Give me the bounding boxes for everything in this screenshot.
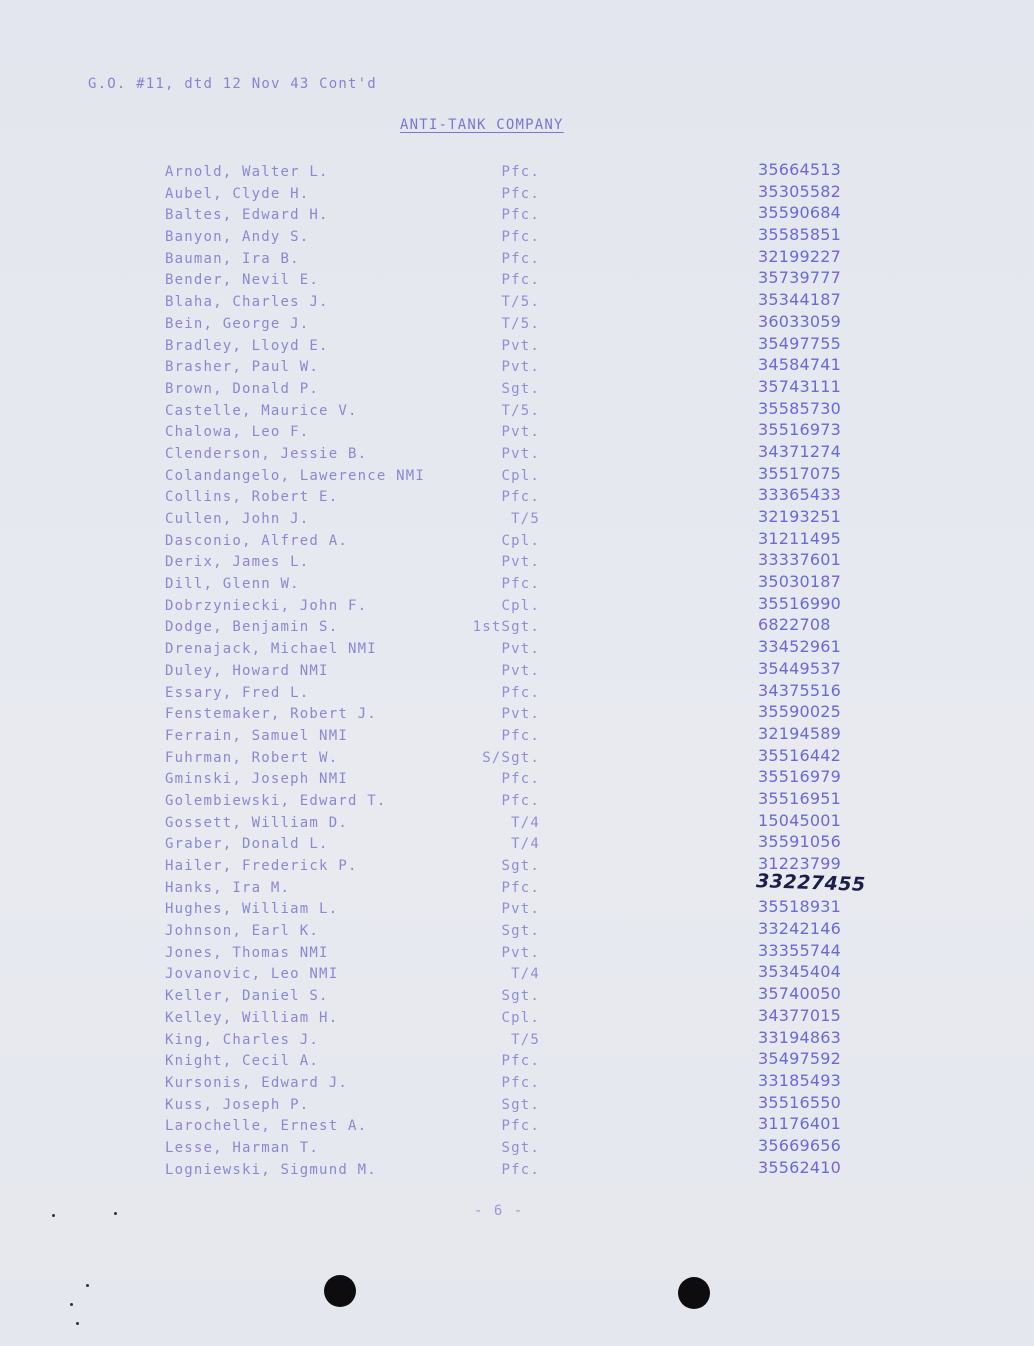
roster-row bbox=[165, 594, 865, 616]
serial-number: 33242146 bbox=[758, 919, 842, 939]
serial-number: 35669656 bbox=[758, 1135, 842, 1155]
soldier-name: Hanks, Ira M. bbox=[165, 879, 291, 896]
roster-list bbox=[165, 160, 865, 1179]
roster-row bbox=[165, 724, 865, 746]
soldier-name: Cullen, John J. bbox=[165, 511, 310, 527]
soldier-rank: Pfc. bbox=[501, 576, 540, 593]
roster-row bbox=[165, 1114, 865, 1136]
soldier-name: Hughes, William L. bbox=[165, 901, 339, 918]
soldier-name: Colandangelo, Lawerence NMI bbox=[165, 467, 425, 484]
serial-number: 35743111 bbox=[758, 376, 842, 396]
soldier-name: Keller, Daniel S. bbox=[165, 988, 329, 1005]
roster-row bbox=[165, 550, 865, 572]
soldier-rank: Pfc. bbox=[501, 489, 540, 506]
serial-number: 34371274 bbox=[758, 441, 842, 461]
soldier-rank: Pvt. bbox=[501, 359, 540, 376]
serial-number: 35517075 bbox=[758, 463, 842, 483]
soldier-name: King, Charles J. bbox=[165, 1031, 320, 1048]
roster-row bbox=[165, 962, 865, 984]
page-number: - 6 - bbox=[474, 1203, 524, 1219]
speck bbox=[86, 1284, 89, 1287]
serial-number: 35740050 bbox=[758, 984, 842, 1004]
roster-row bbox=[165, 1071, 865, 1093]
serial-number: 35516990 bbox=[758, 593, 842, 613]
roster-row bbox=[165, 290, 865, 312]
soldier-rank: Pvt. bbox=[501, 424, 540, 441]
roster-row bbox=[165, 442, 865, 464]
serial-number: 36033059 bbox=[758, 311, 842, 331]
roster-row bbox=[165, 572, 865, 594]
soldier-name: Bein, George J. bbox=[165, 315, 310, 332]
roster-row bbox=[165, 225, 865, 247]
serial-number: 35497755 bbox=[758, 333, 842, 353]
soldier-name: Jones, Thomas NMI bbox=[165, 944, 329, 961]
roster-row bbox=[165, 334, 865, 356]
roster-row bbox=[165, 529, 865, 551]
serial-number: 33365433 bbox=[758, 485, 842, 505]
soldier-name: Bradley, Lloyd E. bbox=[165, 337, 329, 354]
serial-number: 33355744 bbox=[758, 940, 842, 960]
soldier-name: Blaha, Charles J. bbox=[165, 294, 329, 311]
serial-number: 35739777 bbox=[758, 268, 842, 288]
roster-row bbox=[165, 268, 865, 290]
roster-row bbox=[165, 1049, 865, 1071]
soldier-name: Lesse, Harman T. bbox=[165, 1139, 320, 1156]
roster-row bbox=[165, 203, 865, 225]
soldier-name: Banyon, Andy S. bbox=[165, 229, 310, 246]
roster-row bbox=[165, 615, 865, 637]
speck bbox=[52, 1214, 55, 1217]
serial-number: 35518931 bbox=[758, 897, 842, 917]
roster-row bbox=[165, 941, 865, 963]
serial-number: 34584741 bbox=[758, 355, 842, 375]
roster-row bbox=[165, 1158, 865, 1180]
serial-number: 35585730 bbox=[758, 398, 842, 418]
soldier-name: Kelley, William H. bbox=[165, 1009, 339, 1026]
serial-number: 32194589 bbox=[758, 723, 842, 743]
soldier-name: Fenstemaker, Robert J. bbox=[165, 706, 377, 723]
soldier-rank: Sgt. bbox=[501, 1096, 540, 1113]
roster-row bbox=[165, 464, 865, 486]
soldier-rank: Sgt. bbox=[501, 1139, 540, 1156]
soldier-name: Duley, Howard NMI bbox=[165, 662, 329, 679]
soldier-rank: Pfc. bbox=[501, 727, 540, 744]
roster-row bbox=[165, 1006, 865, 1028]
soldier-name: Kuss, Joseph P. bbox=[165, 1096, 310, 1113]
serial-number: 35664513 bbox=[758, 160, 842, 179]
roster-row bbox=[165, 789, 865, 811]
soldier-name: Dill, Glenn W. bbox=[165, 576, 300, 593]
soldier-rank: Pfc. bbox=[501, 771, 540, 788]
serial-number: 31211495 bbox=[758, 528, 842, 548]
soldier-name: Brown, Donald P. bbox=[165, 380, 320, 397]
serial-number: 32193251 bbox=[758, 507, 842, 526]
roster-row bbox=[165, 637, 865, 659]
soldier-rank: Sgt. bbox=[501, 858, 540, 874]
serial-number: 33337601 bbox=[758, 550, 842, 570]
roster-row bbox=[165, 832, 865, 854]
soldier-rank: Pfc. bbox=[501, 1161, 540, 1178]
soldier-name: Knight, Cecil A. bbox=[165, 1053, 320, 1070]
roster-row bbox=[165, 420, 865, 442]
soldier-rank: Sgt. bbox=[501, 380, 540, 397]
soldier-rank: Sgt. bbox=[501, 988, 540, 1005]
soldier-rank: T/5 bbox=[511, 1031, 540, 1048]
roster-row bbox=[165, 1136, 865, 1158]
roster-row bbox=[165, 1093, 865, 1115]
serial-number: 35344187 bbox=[758, 290, 842, 310]
soldier-rank: Pfc. bbox=[501, 1118, 540, 1135]
serial-number: 35590025 bbox=[758, 702, 842, 722]
serial-number: 32199227 bbox=[758, 246, 842, 266]
soldier-name: Logniewski, Sigmund M. bbox=[165, 1161, 377, 1178]
roster-row bbox=[165, 702, 865, 724]
soldier-name: Larochelle, Ernest A. bbox=[165, 1118, 368, 1135]
soldier-rank: Pvt. bbox=[501, 337, 540, 354]
serial-number: 6822708 bbox=[758, 615, 831, 635]
company-title: ANTI-TANK COMPANY bbox=[400, 117, 564, 133]
serial-number: 35585851 bbox=[758, 225, 842, 245]
serial-number: 33185493 bbox=[758, 1070, 842, 1090]
soldier-name: Dasconio, Alfred A. bbox=[165, 532, 348, 549]
roster-row bbox=[165, 247, 865, 269]
soldier-rank: T/5. bbox=[501, 402, 540, 419]
serial-number: 31223799 bbox=[758, 854, 842, 873]
handwritten-serial: 33227455 bbox=[755, 870, 867, 896]
soldier-rank: Pfc. bbox=[501, 684, 540, 701]
serial-number: 35591056 bbox=[758, 832, 842, 852]
serial-number: 35345404 bbox=[758, 962, 842, 982]
soldier-rank: Pfc. bbox=[501, 272, 540, 289]
soldier-name: Essary, Fred L. bbox=[165, 684, 310, 701]
serial-number: 35030187 bbox=[758, 572, 842, 592]
speck bbox=[114, 1212, 117, 1215]
serial-number: 35516979 bbox=[758, 767, 842, 787]
soldier-name: Jovanovic, Leo NMI bbox=[165, 966, 339, 983]
soldier-rank: Pfc. bbox=[501, 1053, 540, 1070]
serial-number: 35516973 bbox=[758, 420, 842, 440]
roster-row bbox=[165, 182, 865, 204]
soldier-name: Kursonis, Edward J. bbox=[165, 1074, 348, 1091]
roster-row bbox=[165, 355, 865, 377]
roster-row bbox=[165, 485, 865, 507]
speck bbox=[70, 1303, 73, 1306]
serial-number: 33452961 bbox=[758, 637, 842, 657]
serial-number: 35305582 bbox=[758, 181, 842, 201]
roster-row bbox=[165, 160, 865, 182]
soldier-rank: T/4 bbox=[511, 966, 540, 983]
soldier-name: Dodge, Benjamin S. bbox=[165, 619, 339, 636]
soldier-name: Chalowa, Leo F. bbox=[165, 424, 310, 441]
soldier-rank: Pvt. bbox=[501, 662, 540, 679]
soldier-rank: Pfc. bbox=[501, 185, 540, 202]
soldier-name: Gminski, Joseph NMI bbox=[165, 771, 348, 788]
soldier-rank: Pfc. bbox=[501, 164, 540, 180]
roster-row bbox=[165, 984, 865, 1006]
soldier-name: Collins, Robert E. bbox=[165, 489, 339, 506]
roster-row bbox=[165, 507, 865, 529]
soldier-rank: T/4 bbox=[511, 836, 540, 853]
roster-row bbox=[165, 919, 865, 941]
serial-number: 15045001 bbox=[758, 810, 842, 830]
order-reference: G.O. #11, dtd 12 Nov 43 Cont'd bbox=[88, 76, 377, 92]
soldier-rank: Sgt. bbox=[501, 923, 540, 940]
soldier-rank: Pfc. bbox=[501, 792, 540, 809]
soldier-name: Johnson, Earl K. bbox=[165, 923, 320, 940]
soldier-name: Arnold, Walter L. bbox=[165, 164, 329, 180]
soldier-rank: S/Sgt. bbox=[482, 749, 540, 766]
roster-row bbox=[165, 377, 865, 399]
soldier-name: Aubel, Clyde H. bbox=[165, 185, 310, 202]
roster-row bbox=[165, 681, 865, 703]
soldier-name: Gossett, William D. bbox=[165, 814, 348, 831]
soldier-rank: Pfc. bbox=[501, 229, 540, 246]
soldier-rank: Pfc. bbox=[501, 879, 540, 896]
serial-number: 31176401 bbox=[758, 1114, 842, 1134]
soldier-rank: Pfc. bbox=[501, 1074, 540, 1091]
soldier-rank: Pvt. bbox=[501, 706, 540, 723]
soldier-rank: 1stSgt. bbox=[472, 619, 540, 636]
soldier-name: Bender, Nevil E. bbox=[165, 272, 320, 289]
soldier-name: Ferrain, Samuel NMI bbox=[165, 727, 348, 744]
soldier-rank: Pvt. bbox=[501, 944, 540, 961]
soldier-name: Bauman, Ira B. bbox=[165, 250, 300, 267]
soldier-rank: Pfc. bbox=[501, 250, 540, 267]
soldier-name: Castelle, Maurice V. bbox=[165, 402, 358, 419]
punch-hole bbox=[324, 1275, 356, 1307]
soldier-rank: T/4 bbox=[511, 814, 540, 831]
soldier-rank: Pvt. bbox=[501, 445, 540, 462]
serial-number: 35516951 bbox=[758, 788, 842, 808]
roster-row bbox=[165, 312, 865, 334]
roster-row bbox=[165, 1028, 865, 1050]
serial-number: 35449537 bbox=[758, 658, 842, 678]
soldier-rank: Pvt. bbox=[501, 641, 540, 658]
roster-row bbox=[165, 399, 865, 421]
roster-row bbox=[165, 746, 865, 768]
serial-number: 35516550 bbox=[758, 1092, 842, 1112]
soldier-rank: Cpl. bbox=[501, 467, 540, 484]
roster-row bbox=[165, 897, 865, 919]
soldier-name: Fuhrman, Robert W. bbox=[165, 749, 339, 766]
punch-hole bbox=[678, 1277, 710, 1309]
serial-number: 35497592 bbox=[758, 1049, 842, 1069]
soldier-name: Drenajack, Michael NMI bbox=[165, 641, 377, 658]
serial-number: 34375516 bbox=[758, 680, 842, 700]
soldier-rank: Cpl. bbox=[501, 532, 540, 549]
serial-number: 35562410 bbox=[758, 1157, 842, 1177]
serial-number: 33194863 bbox=[758, 1027, 842, 1047]
roster-row bbox=[165, 767, 865, 789]
soldier-rank: Cpl. bbox=[501, 597, 540, 614]
roster-row bbox=[165, 659, 865, 681]
soldier-rank: Pvt. bbox=[501, 554, 540, 571]
soldier-rank: Pvt. bbox=[501, 901, 540, 918]
soldier-rank: T/5 bbox=[511, 511, 540, 527]
roster-row bbox=[165, 811, 865, 833]
soldier-name: Baltes, Edward H. bbox=[165, 207, 329, 224]
soldier-rank: Pfc. bbox=[501, 207, 540, 224]
serial-number: 35590684 bbox=[758, 203, 842, 223]
soldier-name: Hailer, Frederick P. bbox=[165, 858, 358, 874]
soldier-rank: T/5. bbox=[501, 294, 540, 311]
serial-number: 35516442 bbox=[758, 745, 842, 765]
soldier-rank: T/5. bbox=[501, 315, 540, 332]
soldier-name: Clenderson, Jessie B. bbox=[165, 445, 368, 462]
soldier-name: Golembiewski, Edward T. bbox=[165, 792, 387, 809]
soldier-name: Derix, James L. bbox=[165, 554, 310, 571]
soldier-name: Brasher, Paul W. bbox=[165, 359, 320, 376]
serial-number: 34377015 bbox=[758, 1005, 842, 1025]
soldier-name: Graber, Donald L. bbox=[165, 836, 329, 853]
speck bbox=[76, 1322, 79, 1325]
soldier-name: Dobrzyniecki, John F. bbox=[165, 597, 368, 614]
soldier-rank: Cpl. bbox=[501, 1009, 540, 1026]
